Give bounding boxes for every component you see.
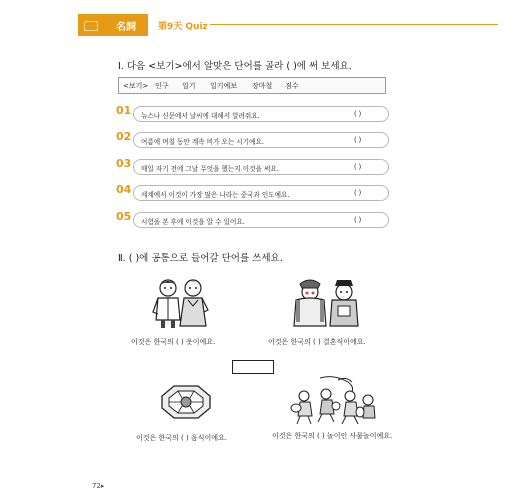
question-row	[133, 212, 389, 228]
caption-clothing: 이것은 한국의 ( ) 옷이에요.	[131, 338, 216, 346]
header-divider	[210, 24, 498, 25]
question-row	[133, 185, 389, 201]
word-bank-item: 점수	[285, 82, 299, 90]
caption-play: 이것은 한국의 ( ) 놀이인 사물놀이예요.	[272, 432, 393, 440]
traditional-wedding-illustration	[288, 278, 368, 332]
day-quiz-label: 第9天 Quiz	[158, 22, 208, 32]
word-bank-label: <보기>	[123, 82, 149, 90]
answer-blank[interactable]: ( )	[354, 216, 362, 224]
answer-blank[interactable]: ( )	[354, 136, 362, 144]
word-bank-item: 일기	[182, 82, 196, 90]
book-icon	[84, 21, 98, 31]
word-bank-item: 인구	[155, 82, 169, 90]
word-bank-item: 장마철	[252, 82, 273, 90]
word-bank-item: 일기예보	[210, 82, 238, 90]
section2-title: Ⅱ. ( )에 공통으로 들어갈 단어를 쓰세요.	[118, 253, 283, 264]
question-number: 02	[116, 130, 132, 143]
question-text: 뉴스나 신문에서 날씨에 대해서 알려줘요.	[141, 112, 260, 120]
caption-wedding: 이것은 한국의 ( ) 결혼식이에요.	[268, 338, 366, 346]
question-row	[133, 159, 389, 175]
caption-food: 이것은 한국의 ( ) 음식이에요.	[136, 434, 227, 442]
page-header	[78, 14, 498, 36]
hanbok-children-illustration	[150, 276, 212, 332]
category-badge	[78, 14, 148, 36]
question-row	[133, 106, 389, 122]
samulnori-performers-illustration	[290, 376, 376, 426]
category-label: 名詞	[116, 22, 136, 33]
answer-blank[interactable]: ( )	[354, 163, 362, 171]
question-number: 01	[116, 104, 132, 117]
answer-box[interactable]	[232, 360, 274, 374]
question-number: 04	[116, 183, 132, 196]
question-row	[133, 132, 389, 148]
question-number: 03	[116, 157, 132, 170]
page-number: 72▸	[92, 482, 105, 490]
question-text: 매일 자기 전에 그날 무엇을 했는지 이것을 써요.	[141, 165, 279, 173]
answer-blank[interactable]: ( )	[354, 189, 362, 197]
question-text: 여름에 며칠 동안 계속 비가 오는 시기예요.	[141, 138, 264, 146]
section1-title: Ⅰ. 다음 <보기>에서 알맞은 단어를 골라 ( )에 써 보세요.	[118, 61, 352, 72]
answer-blank[interactable]: ( )	[354, 110, 362, 118]
question-text: 세계에서 이것이 가장 많은 나라는 중국과 인도예요.	[141, 191, 290, 199]
question-text: 시험을 본 후에 이것을 알 수 있어요.	[141, 218, 245, 226]
word-bank-box	[118, 77, 386, 94]
question-number: 05	[116, 210, 132, 223]
gujeolpan-food-illustration	[158, 382, 214, 422]
